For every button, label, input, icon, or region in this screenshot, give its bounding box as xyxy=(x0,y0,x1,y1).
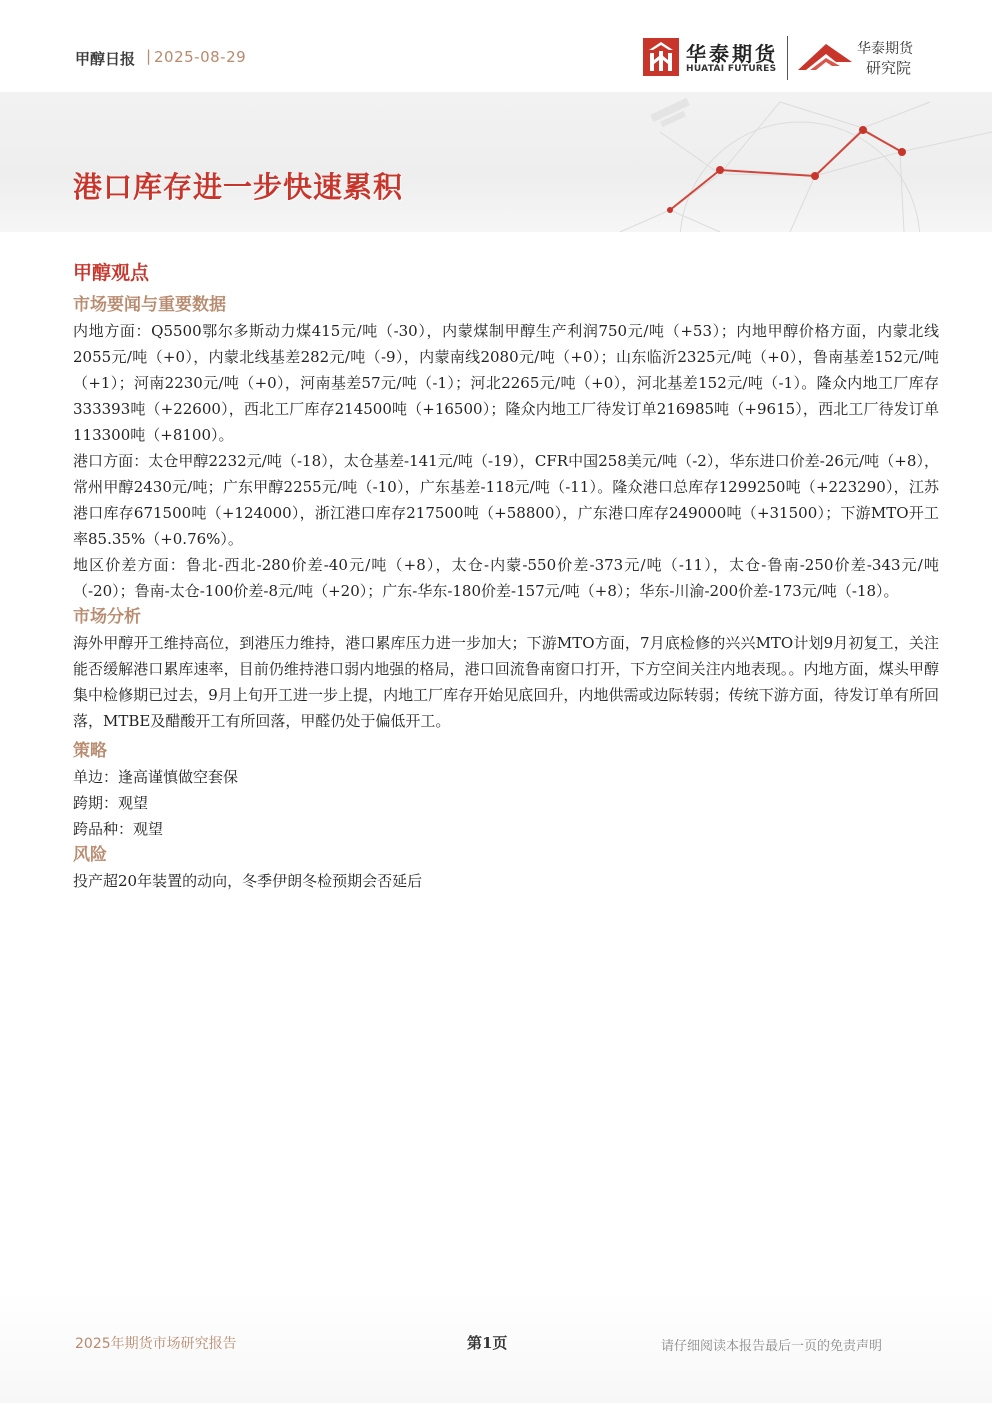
huatai-logo-icon xyxy=(643,38,679,76)
doc-type-label: 甲醇日报 xyxy=(75,50,136,68)
logo-english-name: HUATAI FUTURES xyxy=(686,64,777,74)
risk-heading: 风险 xyxy=(73,845,107,865)
institute-logo-icon xyxy=(796,40,854,76)
strategy-cross-variety: 跨品种：观望 xyxy=(73,820,164,838)
report-content xyxy=(73,258,939,894)
title-banner xyxy=(0,92,992,232)
footer-report-name: 2025年期货市场研究报告 xyxy=(75,1336,237,1352)
page-number: 第1页 xyxy=(467,1334,508,1352)
logo-divider xyxy=(787,36,788,80)
page-header xyxy=(0,0,992,90)
header-separator: | xyxy=(146,47,152,65)
market-analysis-heading: 市场分析 xyxy=(73,607,141,627)
market-news-heading: 市场要闻与重要数据 xyxy=(73,295,226,315)
market-news-port: 港口方面：太仓甲醇2232元/吨（-18），太仓基差-141元/吨（-19），CFR中国258美元/吨（-2），华东进口价差-26元/吨（+8），常州甲醇2430元/吨；广东甲醇2255元/吨（-10），广东基差-118元/吨（-11）。隆众港口总库存1299250吨（+223290），江苏港口库存671500吨（+124000），浙江港口库存217500吨（+58800），广东港口库存249000吨（+31500）；下游MTO开工率85.35%（+0.76%）。 xyxy=(73,452,939,548)
market-news-inland: 内地方面：Q5500鄂尔多斯动力煤415元/吨（-30），内蒙煤制甲醇生产利润750元/吨（+53）；内地甲醇价格方面，内蒙北线2055元/吨（+0），内蒙北线基差282元/吨（-9），内蒙南线2080元/吨（+0）；山东临沂2325元/吨（+0），鲁南基差152元/吨（+1）；河南2230元/吨（+0），河南基差57元/吨（-1）；河北2265元/吨（+0），河北基差152元/吨（-1）。隆众内地工厂库存333393吨（+22600），西北工厂库存214500吨（+16500）；隆众内地工厂待发订单216985吨（+9615），西北工厂待发订单113300吨（+8100）。 xyxy=(73,322,939,444)
strategy-heading: 策略 xyxy=(73,741,107,761)
report-title: 港口库存进一步快速累积 xyxy=(73,170,404,204)
institute-name-line2: 研究院 xyxy=(866,59,912,77)
strategy-intertemporal: 跨期：观望 xyxy=(73,794,149,812)
section-title: 甲醇观点 xyxy=(73,262,150,284)
market-analysis-text: 海外甲醇开工维持高位，到港压力维持，港口累库压力进一步加大；下游MTO方面，7月底检修的兴兴MTO计划9月初复工，关注能否缓解港口累库速率，目前仍维持港口弱内地强的格局，港口回流鲁南窗口打开，下方空间关注内地表现。。内地方面，煤头甲醇集中检修期已过去，9月上旬开工进一步上提，内地工厂库存开始见底回升，内地供需或边际转弱；传统下游方面，待发订单有所回落，MTBE及醋酸开工有所回落，甲醛仍处于偏低开工。 xyxy=(73,634,939,730)
market-news-spread: 地区价差方面：鲁北-西北-280价差-40元/吨（+8），太仓-内蒙-550价差-373元/吨（-11），太仓-鲁南-250价差-343元/吨（-20）；鲁南-太仓-100价差-8元/吨（+20）；广东-华东-180价差-157元/吨（+8）；华东-川渝-200价差-173元/吨（-18）。 xyxy=(73,556,939,600)
report-date: 2025-08-29 xyxy=(154,48,247,66)
network-graphic-icon xyxy=(600,92,992,232)
risk-text: 投产超20年装置的动向，冬季伊朗冬检预期会否延后 xyxy=(73,872,423,890)
institute-name-line1: 华泰期货 xyxy=(857,41,913,57)
logo-chinese-name: 华泰期货 xyxy=(686,42,778,66)
strategy-unilateral: 单边：逢高谨慎做空套保 xyxy=(73,768,239,786)
disclaimer-note: 请仔细阅读本报告最后一页的免责声明 xyxy=(661,1339,883,1354)
